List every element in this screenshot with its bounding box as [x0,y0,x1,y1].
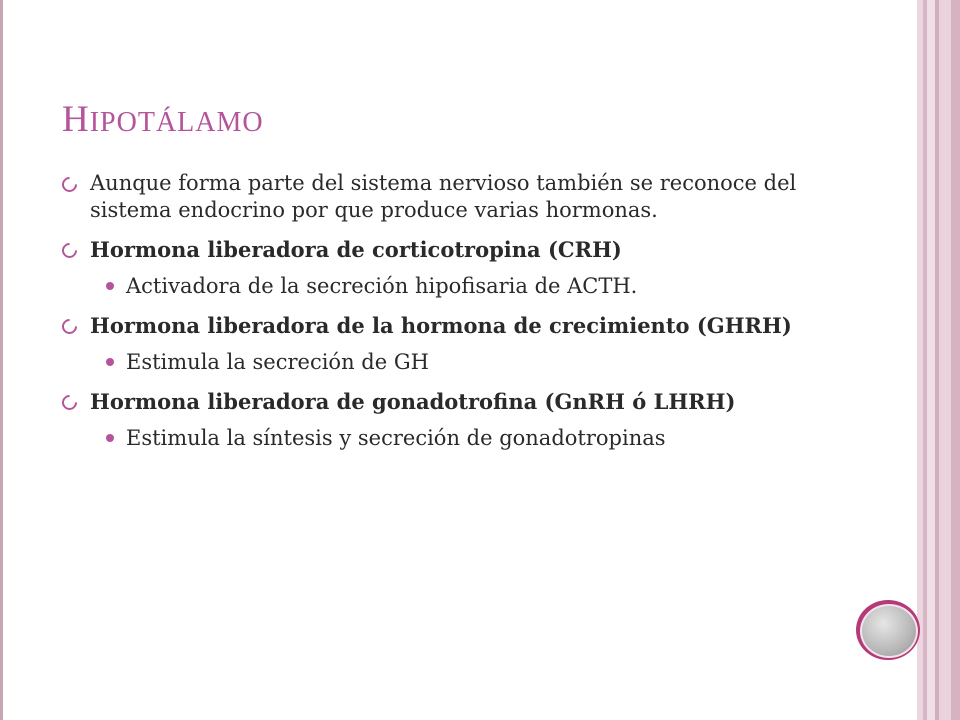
bullet-text: Aunque forma parte del sistema nervioso también se reconoce del sistema endocrino por que produce varias hormonas. [90,171,797,222]
bullet-item [62,236,842,263]
right-band-5 [939,0,951,720]
sub-bullet-item [62,425,842,452]
title-initial: H [62,99,90,140]
title-rest: IPOTÁLAMO [89,107,264,138]
bullet-dot-icon [106,282,114,290]
sub-bullet-text: Estimula la síntesis y secreción de gonadotropinas [126,426,666,450]
bullet-text: Hormona liberadora de la hormona de crecimiento (GHRH) [90,313,792,338]
bullet-ring-icon [59,174,80,195]
bullet-ring-icon [59,392,80,413]
right-band-3 [927,0,935,720]
bullet-item [62,170,842,224]
bullet-dot-icon [106,434,114,442]
bullet-text: Hormona liberadora de gonadotrofina (GnRH ó LHRH) [90,389,736,414]
bullet-dot-icon [106,358,114,366]
circle-button-icon[interactable] [856,600,920,660]
sub-bullet-text: Activadora de la secreción hipofisaria de ACTH. [126,274,638,298]
bullet-text: Hormona liberadora de corticotropina (CRH) [90,237,622,262]
sub-bullet-text: Estimula la secreción de GH [126,350,429,374]
slide-title [62,98,264,141]
left-border [0,0,3,720]
right-band-6 [951,0,960,720]
bullet-item [62,388,842,415]
bullet-ring-icon [59,240,80,261]
sub-bullet-item [62,273,842,300]
circle-button-face [860,604,918,658]
slide-content [62,170,842,464]
sub-bullet-item [62,349,842,376]
bullet-ring-icon [59,316,80,337]
bullet-item [62,312,842,339]
